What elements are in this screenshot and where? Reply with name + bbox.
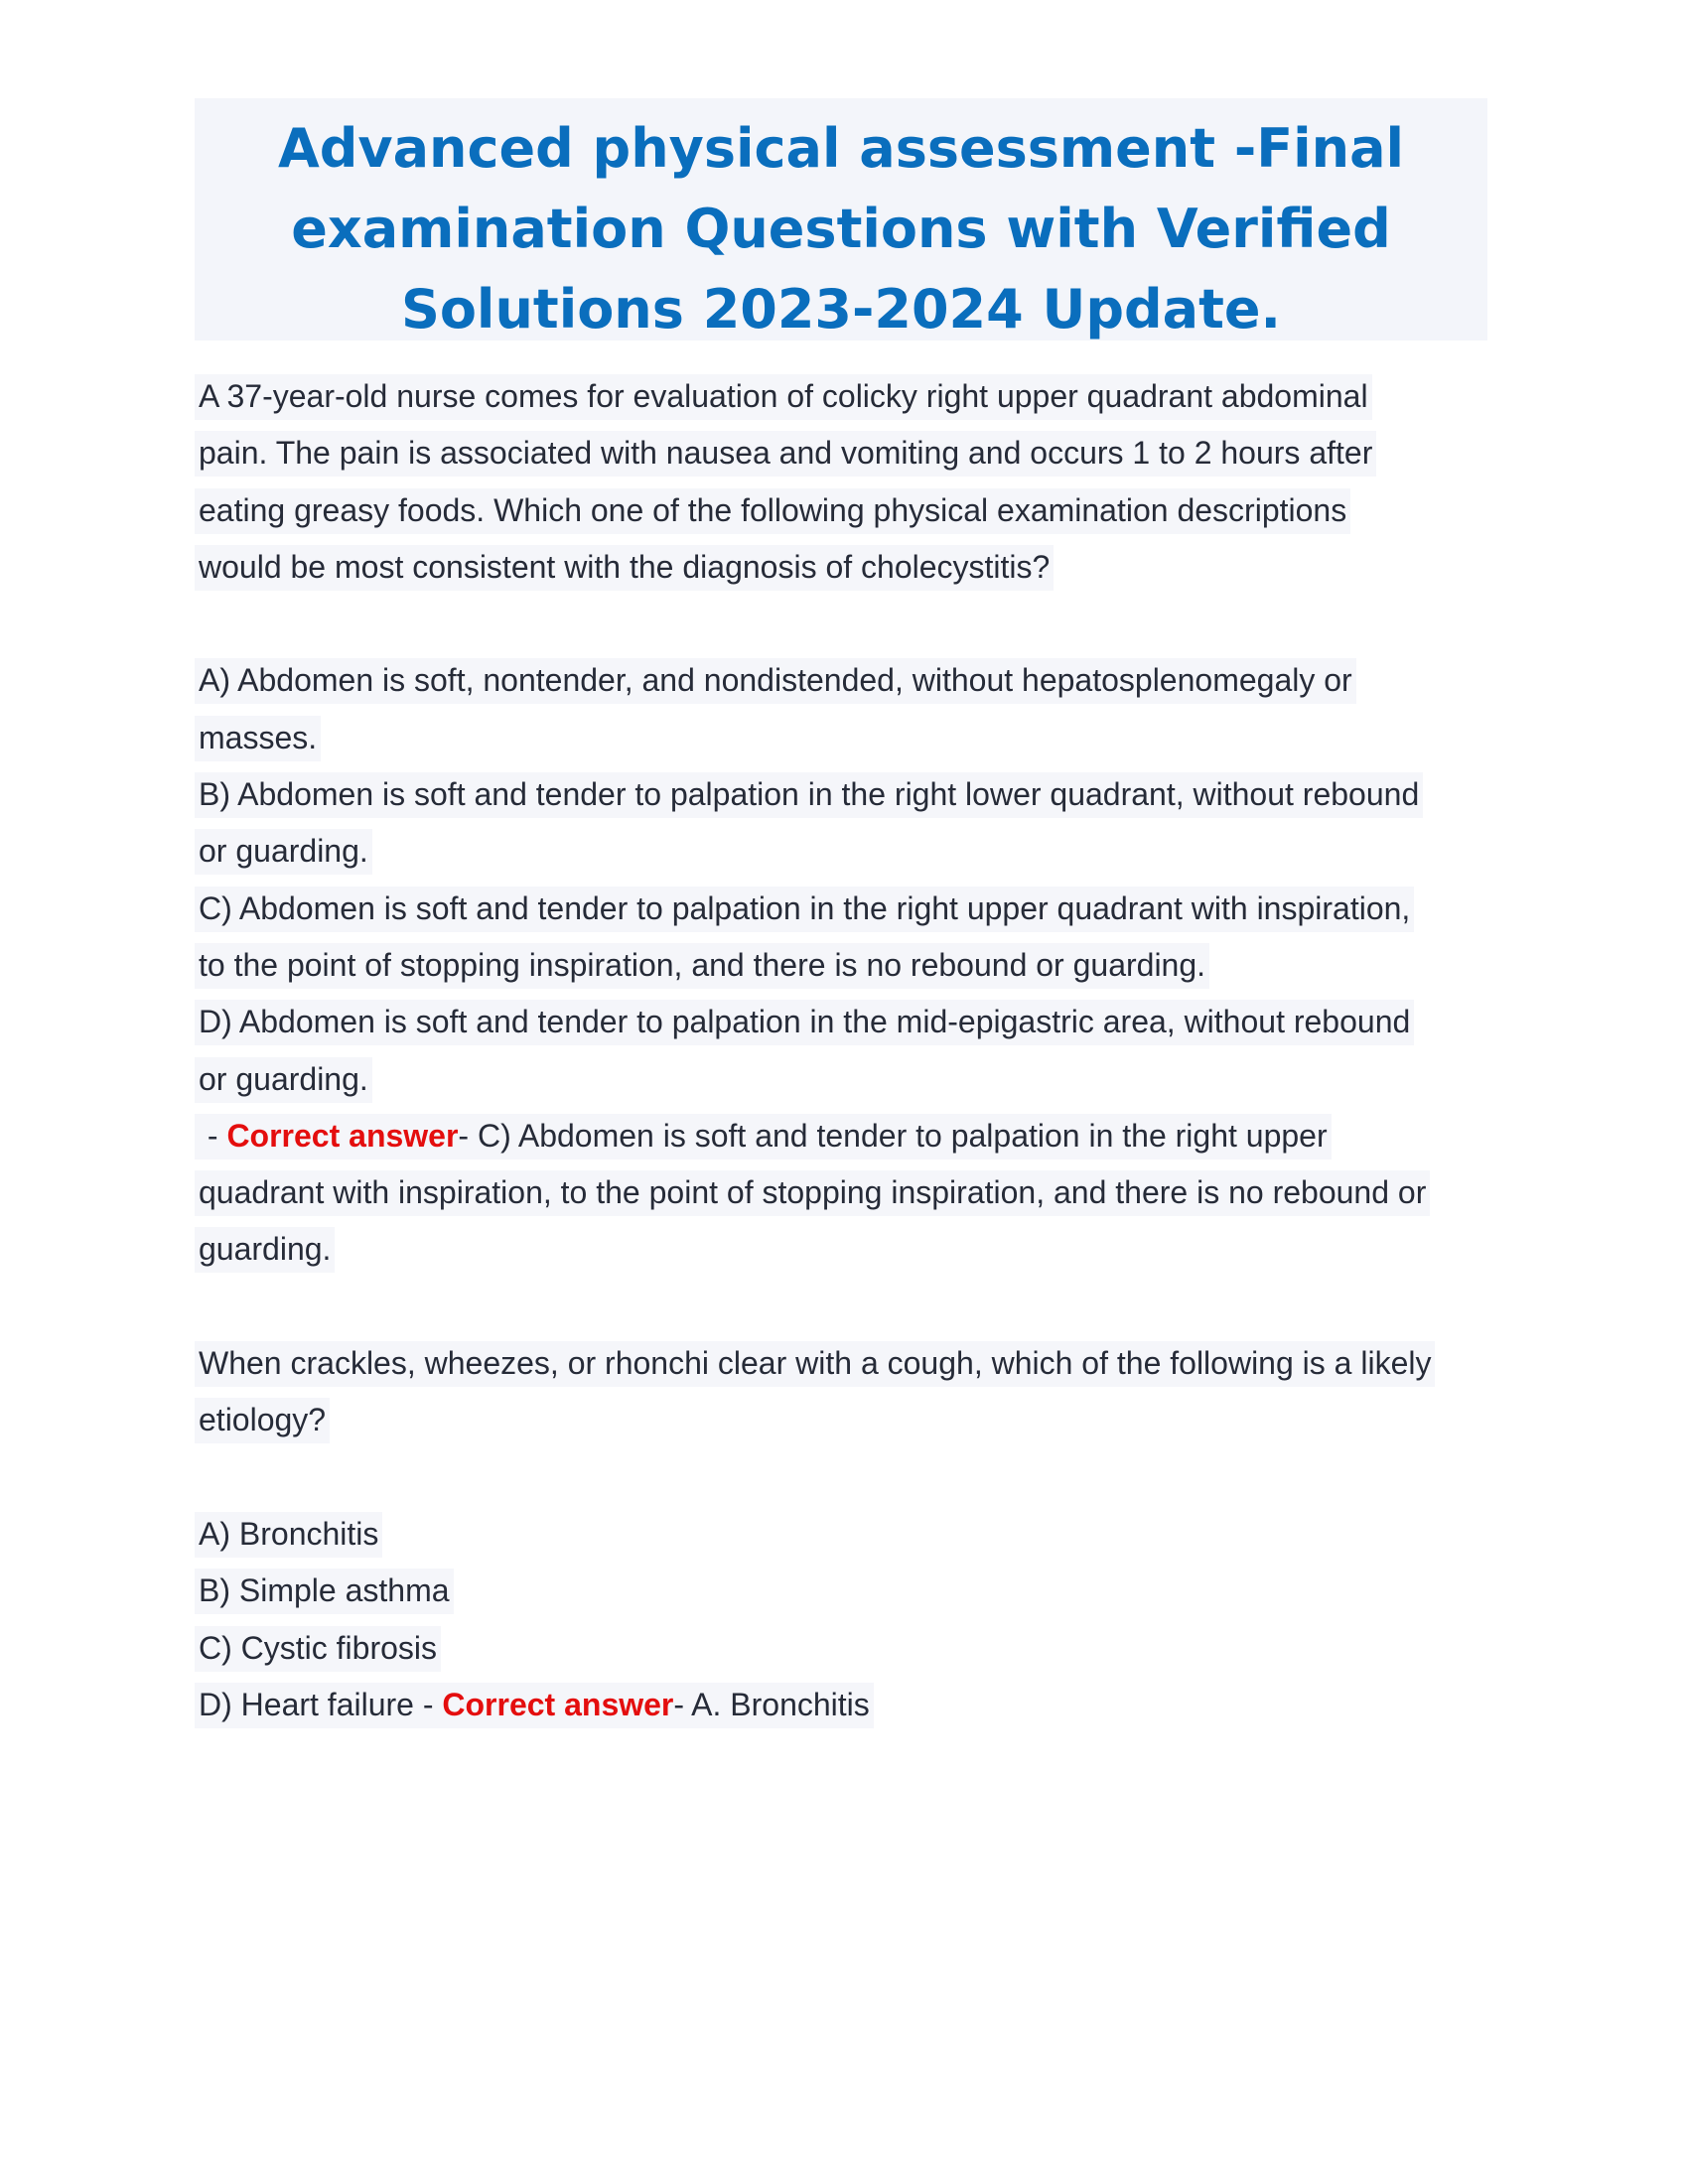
question-1-option-b-cont: or guarding. xyxy=(195,823,1505,880)
correct-answer-label: Correct answer xyxy=(226,1117,459,1154)
question-1-text-line: A 37-year-old nurse comes for evaluation of colicky right upper quadrant abdominal xyxy=(195,368,1505,425)
option-d-text: D) Heart failure - xyxy=(199,1686,443,1722)
question-2-text-line: etiology? xyxy=(195,1392,1505,1448)
document-title xyxy=(195,98,1487,341)
question-1-text-line: pain. The pain is associated with nausea and vomiting and occurs 1 to 2 hours after xyxy=(195,425,1505,481)
question-1-option-d: D) Abdomen is soft and tender to palpation in the mid-epigastric area, without rebound xyxy=(195,994,1505,1050)
question-1-text-line: would be most consistent with the diagnosis of cholecystitis? xyxy=(195,539,1505,596)
question-1 xyxy=(195,368,1505,1279)
title-line-3: Solutions 2023-2024 Update. xyxy=(400,278,1282,341)
answer-text: - C) Abdomen is soft and tender to palpation in the right upper xyxy=(458,1117,1328,1154)
correct-answer-label: Correct answer xyxy=(442,1686,674,1722)
question-2-option-a: A) Bronchitis xyxy=(195,1506,1505,1563)
answer-text: - A. Bronchitis xyxy=(673,1686,870,1722)
question-1-option-d-cont: or guarding. xyxy=(195,1051,1505,1108)
question-2-text-line: When crackles, wheezes, or rhonchi clear with a cough, which of the following is a likely xyxy=(195,1335,1505,1392)
question-2-option-d-answer xyxy=(195,1677,1505,1733)
question-1-answer-cont: quadrant with inspiration, to the point of stopping inspiration, and there is no rebound or xyxy=(195,1164,1505,1221)
question-2 xyxy=(195,1335,1505,1733)
question-1-option-c-cont: to the point of stopping inspiration, and there is no rebound or guarding. xyxy=(195,937,1505,994)
title-line-2: examination Questions with Verified xyxy=(291,198,1391,260)
question-1-option-a: A) Abdomen is soft, nontender, and nondistended, without hepatosplenomegaly or xyxy=(195,652,1505,709)
document-body xyxy=(195,368,1505,1733)
question-1-option-c: C) Abdomen is soft and tender to palpation in the right upper quadrant with inspiration, xyxy=(195,881,1505,937)
title-line-1: Advanced physical assessment -Final xyxy=(277,117,1405,180)
question-1-answer xyxy=(195,1108,1505,1164)
answer-prefix: - xyxy=(199,1117,227,1154)
question-1-answer-cont: guarding. xyxy=(195,1221,1505,1278)
question-1-option-b: B) Abdomen is soft and tender to palpation in the right lower quadrant, without rebound xyxy=(195,766,1505,823)
question-2-option-b: B) Simple asthma xyxy=(195,1563,1505,1619)
question-2-option-c: C) Cystic fibrosis xyxy=(195,1620,1505,1677)
question-1-option-a-cont: masses. xyxy=(195,710,1505,766)
question-1-text-line: eating greasy foods. Which one of the following physical examination descriptions xyxy=(195,482,1505,539)
